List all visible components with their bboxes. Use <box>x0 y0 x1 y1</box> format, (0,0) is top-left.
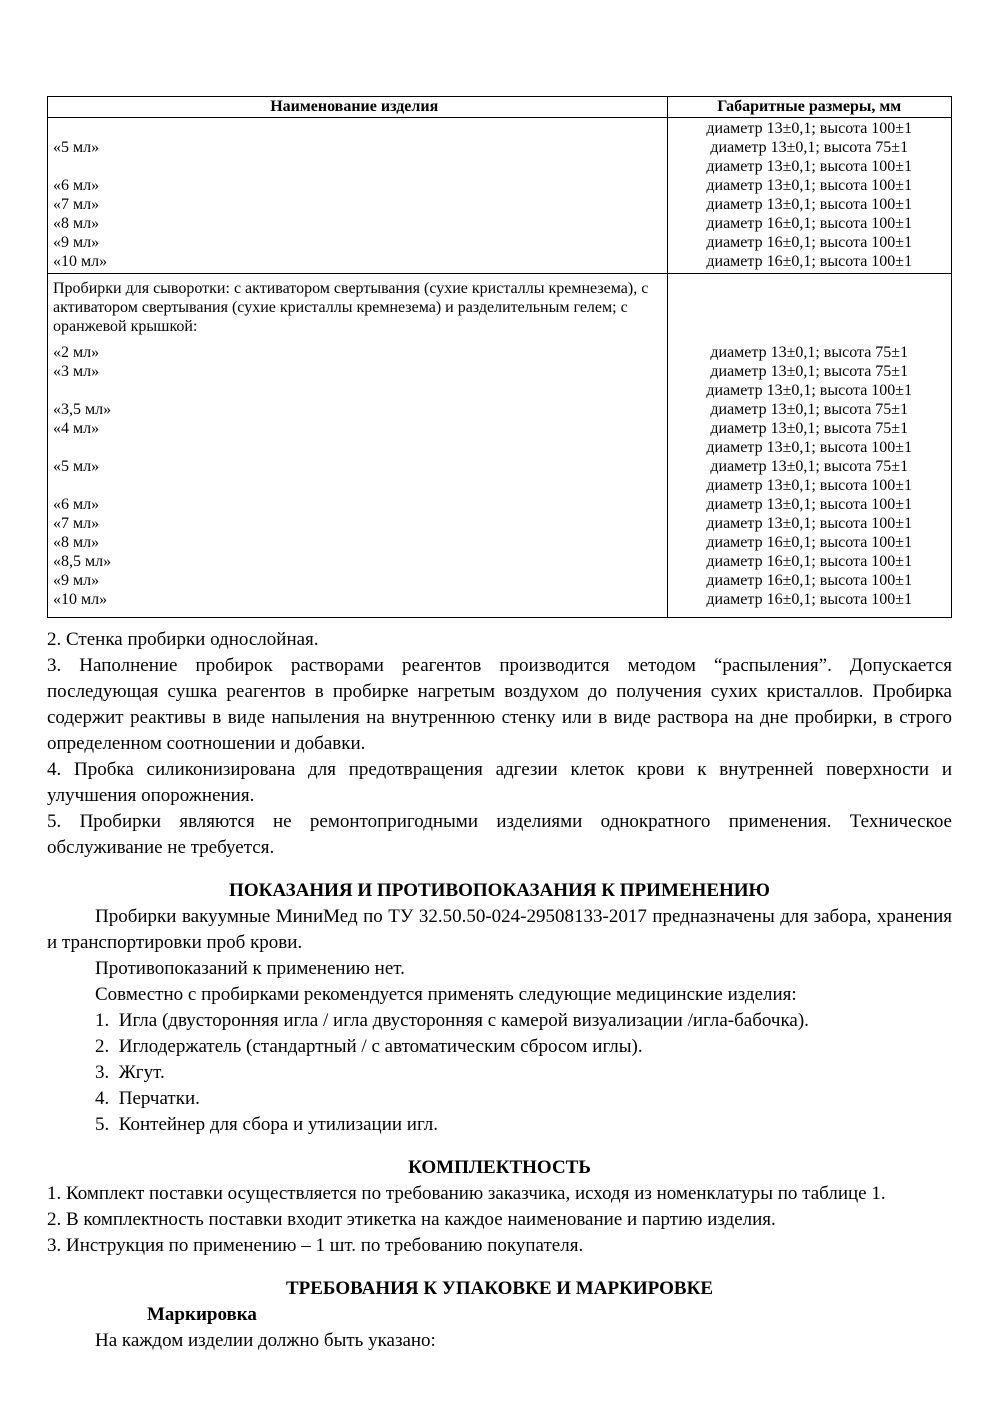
dimensions-cell <box>667 571 951 590</box>
table-row <box>48 195 951 214</box>
table-row <box>48 362 951 400</box>
indications-paragraph: Пробирки вакуумные МиниМед по ТУ 32.50.50-024-29508133-2017 предназначены для забора, хранения и транспортировки проб крови. <box>47 906 952 953</box>
product-name-cell <box>48 400 667 419</box>
dimension-value: диаметр 13±0,1; высота 75±1 <box>710 420 909 437</box>
serum-tubes-description: Пробирки для сыворотки: с активатором свертывания (сухие кристаллы кремнезема), с активатором свертывания (сухие кристаллы кремнезема) и разделительным гелем; с оранжевой крышкой: <box>53 280 649 335</box>
dimension-value: диаметр 16±0,1; высота 100±1 <box>706 534 913 551</box>
recommended-device-item: 4. Перчатки. <box>95 1088 200 1109</box>
table-section-tubes <box>48 118 951 273</box>
dimensions-cell <box>667 514 951 533</box>
product-volume-label: «8 мл» <box>53 215 100 232</box>
table-row <box>48 252 951 271</box>
completeness-paragraph: 2. В комплектность поставки входит этикетка на каждое наименование и партию изделия. <box>47 1209 776 1230</box>
dimensions-cell <box>667 495 951 514</box>
product-volume-label: «6 мл» <box>53 496 100 513</box>
dimensions-cell <box>667 138 951 176</box>
numbered-paragraph: 4. Пробка силиконизирована для предотвращения адгезии клеток крови к внутренней поверхности и улучшения опорожнения. <box>47 759 952 806</box>
product-volume-label: «7 мл» <box>53 515 100 532</box>
product-volume-label: «3 мл» <box>53 363 100 380</box>
dimension-value: диаметр 16±0,1; высота 100±1 <box>706 591 913 608</box>
product-volume-label: «7 мл» <box>53 196 100 213</box>
product-volume-label: «5 мл» <box>53 139 100 156</box>
dimension-value: диаметр 13±0,1; высота 100±1 <box>706 496 913 513</box>
dimensions-cell <box>667 252 951 271</box>
dimension-value: диаметр 13±0,1; высота 100±1 <box>706 158 913 175</box>
product-name-cell <box>48 119 667 138</box>
dimensions-cell <box>667 419 951 457</box>
indications-paragraphs <box>47 904 952 1008</box>
table-row <box>48 590 951 609</box>
table-row <box>48 176 951 195</box>
completeness-paragraph: 3. Инструкция по применению – 1 шт. по требованию покупателя. <box>47 1235 584 1256</box>
product-volume-label: «3,5 мл» <box>53 401 112 418</box>
product-volume-label: «5 мл» <box>53 458 100 475</box>
table-row <box>48 457 951 495</box>
table-row <box>48 419 951 457</box>
dimension-value: диаметр 16±0,1; высота 100±1 <box>706 253 913 270</box>
table-row <box>48 571 951 590</box>
product-volume-label: «9 мл» <box>53 572 100 589</box>
products-dimensions-table <box>47 96 952 618</box>
table-row <box>48 138 951 176</box>
table-row <box>48 400 951 419</box>
serum-description-empty-cell <box>667 279 951 343</box>
product-name-cell <box>48 233 667 252</box>
product-name-cell <box>48 343 667 362</box>
dimension-value: диаметр 13±0,1; высота 75±1 <box>710 344 909 361</box>
product-volume-label: «10 мл» <box>53 253 108 270</box>
serum-tubes-rows <box>48 343 951 609</box>
dimension-value: диаметр 16±0,1; высота 100±1 <box>706 234 913 251</box>
table-header-name: Наименование изделия <box>270 98 439 115</box>
dimensions-cell <box>667 552 951 571</box>
section-heading-completeness: КОМПЛЕКТНОСТЬ <box>408 1157 591 1178</box>
dimensions-cell <box>667 457 951 495</box>
product-name-cell <box>48 419 667 457</box>
dimensions-cell <box>667 533 951 552</box>
recommended-device-item: 2. Иглодержатель (стандартный / с автоматическим сбросом иглы). <box>95 1036 643 1057</box>
product-volume-label: «8 мл» <box>53 534 100 551</box>
dimension-value: диаметр 13±0,1; высота 100±1 <box>706 177 913 194</box>
table-intro-row <box>48 279 951 343</box>
table-row <box>48 119 951 138</box>
indications-paragraph: Совместно с пробирками рекомендуется применять следующие медицинские изделия: <box>95 984 797 1005</box>
indications-paragraph: Противопоказаний к применению нет. <box>95 958 405 979</box>
recommended-devices-list <box>47 1008 952 1138</box>
table-header-dims: Габаритные размеры, мм <box>717 98 902 115</box>
product-volume-label <box>53 119 655 138</box>
product-volume-label: «6 мл» <box>53 177 100 194</box>
product-name-cell <box>48 514 667 533</box>
product-name-cell <box>48 362 667 400</box>
table-section-serum-tubes <box>48 273 951 617</box>
product-name-cell <box>48 138 667 176</box>
recommended-device-item: 1. Игла (двусторонняя игла / игла двусторонняя с камерой визуализации /игла-бабочка). <box>95 1010 809 1031</box>
product-name-cell <box>48 533 667 552</box>
product-name-cell <box>48 457 667 495</box>
product-name-cell <box>48 571 667 590</box>
dimensions-cell <box>667 176 951 195</box>
serum-description-cell <box>48 279 667 343</box>
dimensions-cell <box>667 590 951 609</box>
product-volume-label: «2 мл» <box>53 344 100 361</box>
table-row <box>48 552 951 571</box>
dimension-value: диаметр 16±0,1; высота 100±1 <box>706 553 913 570</box>
dimension-value: диаметр 16±0,1; высота 100±1 <box>706 572 913 589</box>
section-heading-indications: ПОКАЗАНИЯ И ПРОТИВОПОКАЗАНИЯ К ПРИМЕНЕНИЮ <box>229 880 770 901</box>
product-volume-label: «10 мл» <box>53 591 108 608</box>
dimensions-cell <box>667 233 951 252</box>
dimensions-cell <box>667 343 951 362</box>
dimension-value: диаметр 13±0,1; высота 100±1 <box>706 439 913 456</box>
product-name-cell <box>48 552 667 571</box>
numbered-paragraph: 5. Пробирки являются не ремонтопригодными изделиями однократного применения. Техническое обслуживание не требуется. <box>47 811 952 858</box>
dimension-value: диаметр 13±0,1; высота 75±1 <box>710 139 909 156</box>
dimensions-cell <box>667 119 951 138</box>
dimension-value: диаметр 16±0,1; высота 100±1 <box>706 215 913 232</box>
dimensions-cell <box>667 214 951 233</box>
table-row <box>48 533 951 552</box>
dimension-value: диаметр 13±0,1; высота 100±1 <box>706 477 913 494</box>
dimension-value: диаметр 13±0,1; высота 75±1 <box>710 401 909 418</box>
product-name-cell <box>48 252 667 271</box>
dimension-value: диаметр 13±0,1; высота 100±1 <box>706 515 913 532</box>
product-name-cell <box>48 195 667 214</box>
product-name-cell <box>48 176 667 195</box>
product-volume-label: «4 мл» <box>53 420 100 437</box>
product-name-cell <box>48 214 667 233</box>
table-row <box>48 343 951 362</box>
table-row <box>48 233 951 252</box>
recommended-device-item: 3. Жгут. <box>95 1062 165 1083</box>
completeness-paragraphs <box>47 1181 952 1259</box>
table-row <box>48 214 951 233</box>
recommended-device-item: 5. Контейнер для сбора и утилизации игл. <box>95 1114 439 1135</box>
product-name-cell <box>48 590 667 609</box>
numbered-paragraph: 2. Стенка пробирки однослойная. <box>47 629 319 650</box>
numbered-paragraph: 3. Наполнение пробирок растворами реагентов производится методом “распыления”. Допускается последующая сушка реагентов в пробирке нагретым воздухом до получения сухих кристаллов. Пробирка содержит реактивы в виде напыления на внутреннюю стенку или в виде раствора на дне пробирки, в строго определенном соотношении и добавки. <box>47 655 952 754</box>
dimension-value: диаметр 13±0,1; высота 100±1 <box>706 196 913 213</box>
subheading-marking: Маркировка <box>147 1304 257 1325</box>
dimensions-cell <box>667 362 951 400</box>
product-volume-label: «9 мл» <box>53 234 100 251</box>
dimensions-cell <box>667 400 951 419</box>
section-heading-packaging: ТРЕБОВАНИЯ К УПАКОВКЕ И МАРКИРОВКЕ <box>285 1278 714 1299</box>
product-name-cell <box>48 495 667 514</box>
dimensions-cell <box>667 195 951 214</box>
table-row <box>48 514 951 533</box>
marking-intro-paragraph: На каждом изделии должно быть указано: <box>95 1330 436 1351</box>
construction-paragraphs <box>47 627 952 861</box>
table-header-row <box>48 97 951 118</box>
product-volume-label: «8,5 мл» <box>53 553 112 570</box>
dimension-value: диаметр 13±0,1; высота 75±1 <box>710 458 909 475</box>
dimension-value: диаметр 13±0,1; высота 75±1 <box>710 363 909 380</box>
dimension-value: диаметр 13±0,1; высота 100±1 <box>706 120 913 137</box>
table-row <box>48 495 951 514</box>
dimension-value: диаметр 13±0,1; высота 100±1 <box>706 382 913 399</box>
completeness-paragraph: 1. Комплект поставки осуществляется по требованию заказчика, исходя из номенклатуры по таблице 1. <box>47 1183 886 1204</box>
